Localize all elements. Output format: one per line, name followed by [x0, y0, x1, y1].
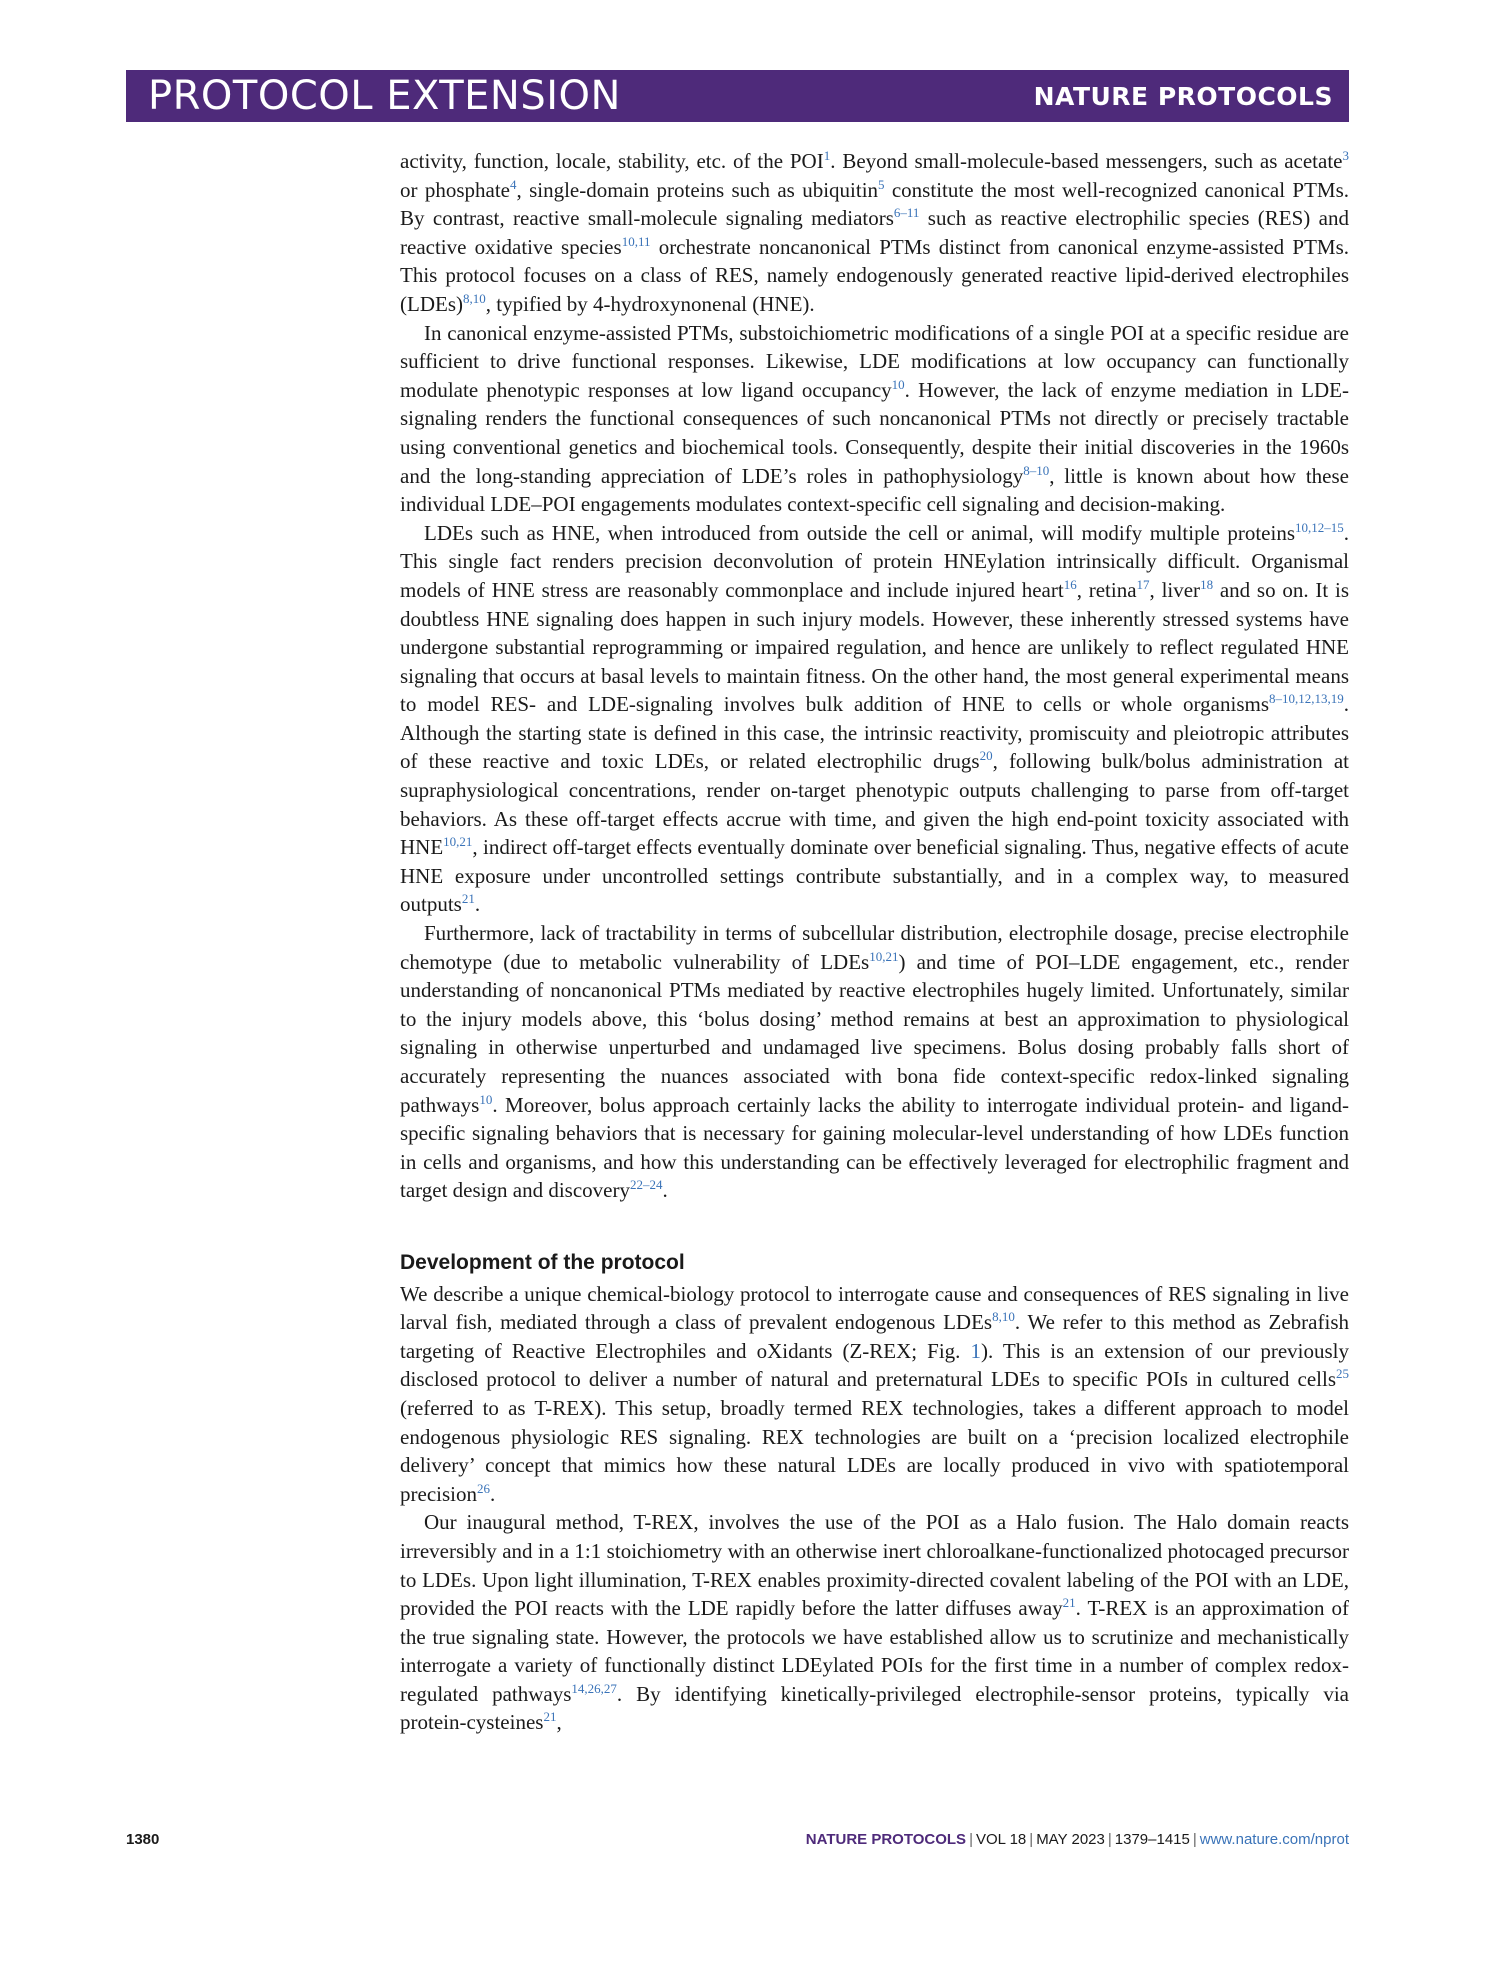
- reference-link[interactable]: 22–24: [629, 1177, 663, 1193]
- paragraph: [400, 919, 1349, 1205]
- text-run: . Moreover, bolus approach certainly lacks the ability to interrogate individual protein- and ligand-specific signaling behaviors that is necessary for gaining molecular-level understanding of how LDEs function in cells and organisms, and how this understanding can be effectively leveraged for electrophilic fragment and target design and discovery: [400, 1092, 1349, 1203]
- footer-citation: [806, 1831, 1349, 1848]
- text-run: .: [489, 1481, 496, 1506]
- text-run: constitute the most well-recognized canonical PTMs. By contrast, reactive small-molecule signaling mediators: [400, 177, 1349, 231]
- journal-name: NATURE PROTOCOLS: [1033, 81, 1333, 111]
- text-run: activity, function, locale, stability, etc. of the POI: [400, 149, 824, 173]
- header-bar: [126, 70, 1349, 122]
- reference-link[interactable]: 8–10: [1023, 462, 1050, 478]
- text-run: Our inaugural method, T-REX, involves the use of the POI as a Halo fusion. The Halo domain reacts irreversibly and in a 1:1 stoichiometry with an otherwise inert chloroalkane-functionalized photocaged precursor to LDEs. Upon light illumination, T-REX enables proximity-directed covalent labeling of the POI with an LDE, provided the POI reacts with the LDE rapidly before the latter diffuses away: [400, 1510, 1349, 1621]
- text-run: .: [474, 892, 481, 917]
- text-run: and so on. It is doubtless HNE signaling does happen in such injury models. However, these inherently stressed systems have undergone substantial reprogramming or impaired regulation, and hence are unlikely to reflect regulated HNE signaling that occurs at basal levels to maintain fitness. On the other hand, the most general experimental means to model RES- and LDE-signaling involves bulk addition of HNE to cells or whole organisms: [400, 577, 1350, 717]
- text-run: or phosphate: [400, 177, 510, 202]
- footer-journal: NATURE PROTOCOLS: [805, 1831, 967, 1848]
- text-run: . However, the lack of enzyme mediation in LDE-signaling renders the functional consequences of such noncanonical PTMs not directly or precisely tractable using conventional genetics and biochemical tools. Consequently, despite their initial discoveries in the 1960s and the long-standing appreciation of LDE’s roles in pathophysiology: [400, 377, 1349, 488]
- separator: |: [1192, 1831, 1197, 1848]
- text-run: . Although the starting state is defined in this case, the intrinsic reactivity, promiscuity and pleiotropic attributes of these reactive and toxic LDEs, or related electrophilic drugs: [400, 692, 1349, 774]
- text-run: ). This is an extension of our previously disclosed protocol to deliver a number of natural and preternatural LDEs to specific POIs in cultured cells: [400, 1338, 1349, 1392]
- footer-volume: VOL 18: [975, 1831, 1027, 1848]
- text-run: LDEs such as HNE, when introduced from outside the cell or animal, will modify multiple proteins: [424, 520, 1295, 545]
- reference-link[interactable]: 10,21: [869, 948, 899, 964]
- text-run: such as reactive electrophilic species (RES) and reactive oxidative species: [400, 206, 1349, 259]
- section-paragraphs: [400, 1280, 1349, 1738]
- page-footer: [126, 1831, 1349, 1848]
- figure-link[interactable]: 1: [970, 1338, 981, 1363]
- reference-link[interactable]: 21: [461, 891, 475, 907]
- reference-link[interactable]: 10: [479, 1091, 493, 1107]
- reference-link[interactable]: 8,10: [992, 1309, 1015, 1325]
- footer-date: MAY 2023: [1036, 1831, 1105, 1848]
- reference-link[interactable]: 18: [1200, 576, 1214, 592]
- paragraph: [400, 1280, 1349, 1509]
- footer-pages: 1379–1415: [1114, 1831, 1190, 1848]
- main-paragraphs: [400, 147, 1349, 1205]
- text-run: , following bulk/bolus administration at supraphysiological concentrations, render on-target phenotypic outputs challenging to parse from off-target behaviors. As these off-target effects accrue with time, and given the high end-point toxicity associated with HNE: [400, 749, 1349, 860]
- text-run: , single-domain proteins such as ubiquitin: [516, 177, 879, 202]
- reference-link[interactable]: 6–11: [893, 205, 920, 221]
- reference-link[interactable]: 14,26,27: [571, 1680, 617, 1696]
- text-run: , retina: [1076, 577, 1137, 602]
- reference-link[interactable]: 10,11: [621, 233, 651, 249]
- paragraph: [400, 1508, 1349, 1737]
- separator: |: [1107, 1831, 1112, 1848]
- text-run: ) and time of POI–LDE engagement, etc., render understanding of noncanonical PTMs mediated by reactive electrophiles hugely limited. Unfortunately, similar to the injury models above, this ‘bolus dosing’ method remains at best an approximation to physiological signaling in otherwise unperturbed and undamaged live specimens. Bolus dosing probably falls short of accurately representing the nuances associated with bona fide context-specific redox-linked signaling pathways: [400, 949, 1350, 1117]
- text-run: , typified by 4-hydroxynonenal (HNE).: [485, 291, 815, 316]
- text-run: , little is known about how these individual LDE–POI engagements modulates context-specific cell signaling and decision-making.: [400, 463, 1350, 517]
- reference-link[interactable]: 21: [543, 1709, 557, 1725]
- reference-link[interactable]: 21: [1062, 1595, 1076, 1611]
- text-run: . This single fact renders precision deconvolution of protein HNEylation intrinsically difficult. Organismal models of HNE stress are reasonably commonplace and include injured heart: [400, 520, 1349, 602]
- reference-link[interactable]: 10,12–15: [1295, 519, 1344, 535]
- text-run: . By identifying kinetically-privileged electrophile-sensor proteins, typically via protein-cysteines: [400, 1681, 1349, 1735]
- footer-url-link[interactable]: www.nature.com/nprot: [1199, 1831, 1349, 1848]
- section-label: PROTOCOL EXTENSION: [148, 73, 621, 119]
- reference-link[interactable]: 4: [509, 176, 517, 192]
- reference-link[interactable]: 3: [1342, 148, 1349, 163]
- text-run: ,: [556, 1710, 562, 1735]
- reference-link[interactable]: 20: [979, 748, 993, 764]
- reference-link[interactable]: 10,21: [443, 834, 473, 850]
- reference-link[interactable]: 26: [476, 1480, 490, 1496]
- reference-link[interactable]: 8–10,12,13,19: [1269, 691, 1344, 707]
- reference-link[interactable]: 10: [891, 376, 905, 392]
- paragraph: [400, 147, 1349, 319]
- text-run: .: [662, 1178, 668, 1203]
- reference-link[interactable]: 17: [1136, 576, 1150, 592]
- text-run: Furthermore, lack of tractability in terms of subcellular distribution, electrophile dosage, precise electrophile chemotype (due to metabolic vulnerability of LDEs: [400, 921, 1349, 974]
- text-run: . We refer to this method as Zebrafish targeting of Reactive Electrophiles and oXidants (Z-REX; Fig.: [400, 1310, 1349, 1363]
- reference-link[interactable]: 5: [878, 176, 885, 192]
- text-run: , liver: [1149, 577, 1201, 602]
- reference-link[interactable]: 25: [1336, 1366, 1349, 1382]
- text-run: , indirect off-target effects eventually dominate over beneficial signaling. Thus, negative effects of acute HNE exposure under uncontrolled settings contribute substantially, and in a complex way, to measured outputs: [400, 835, 1349, 917]
- section-heading: Development of the protocol: [400, 1250, 685, 1274]
- text-run: . Beyond small-molecule-based messengers, such as acetate: [830, 149, 1343, 173]
- reference-link[interactable]: 8,10: [462, 290, 486, 306]
- text-run: We describe a unique chemical-biology protocol to interrogate cause and consequences of RES signaling in live larval fish, mediated through a class of prevalent endogenous LDEs: [400, 1281, 1349, 1335]
- text-run: orchestrate noncanonical PTMs distinct from canonical enzyme-assisted PTMs. This protocol focuses on a class of RES, namely endogenously generated reactive lipid-derived electrophiles (LDEs): [400, 234, 1349, 316]
- paragraph: [400, 319, 1349, 519]
- paragraph: [400, 519, 1349, 919]
- separator: |: [1029, 1831, 1034, 1848]
- text-run: In canonical enzyme-assisted PTMs, substoichiometric modifications of a single POI at a specific residue are sufficient to drive functional responses. Likewise, LDE modifications at low occupancy can functionally modulate phenotypic responses at low ligand occupancy: [400, 320, 1349, 402]
- page-number: 1380: [126, 1831, 160, 1848]
- article-body: [400, 147, 1349, 1737]
- reference-link[interactable]: 1: [823, 148, 831, 163]
- text-run: (referred to as T-REX). This setup, broadly termed REX technologies, takes a different approach to model endogenous physiologic RES signaling. REX technologies are built on a ‘precision localized electrophile delivery’ concept that mimics how these natural LDEs are locally produced in vivo with spatiotemporal precision: [400, 1395, 1349, 1506]
- text-run: . T-REX is an approximation of the true signaling state. However, the protocols we have established allow us to scrutinize and mechanistically interrogate a variety of functionally distinct LDEylated POIs for the first time in a number of complex redox-regulated pathways: [400, 1596, 1349, 1706]
- separator: |: [969, 1831, 973, 1848]
- reference-link[interactable]: 16: [1063, 576, 1077, 592]
